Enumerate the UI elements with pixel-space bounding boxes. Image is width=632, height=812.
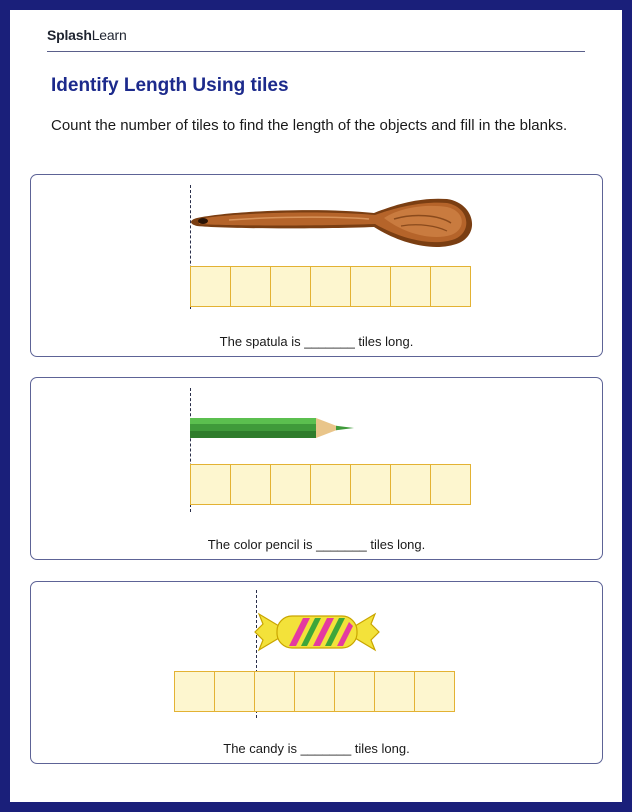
worksheet-title: Identify Length Using tiles [51, 75, 289, 96]
tile [414, 671, 455, 712]
brand-learn: Learn [91, 27, 127, 43]
wooden-spoon-icon [189, 193, 479, 253]
tile [230, 464, 271, 505]
tile [390, 266, 431, 307]
tile [294, 671, 335, 712]
tile [310, 464, 351, 505]
header-divider [47, 51, 585, 52]
tile [350, 464, 391, 505]
tile [254, 671, 295, 712]
tile [390, 464, 431, 505]
tile-row [190, 464, 470, 505]
problem-card-candy [30, 581, 603, 764]
tile [270, 464, 311, 505]
tile-row [174, 671, 454, 712]
wrapped-candy-icon [255, 610, 379, 654]
worksheet-page [10, 10, 622, 802]
problem-caption: The color pencil is _______ tiles long. [207, 537, 426, 552]
tile [230, 266, 271, 307]
tile [374, 671, 415, 712]
tile [174, 671, 215, 712]
tile [350, 266, 391, 307]
tile-row [190, 266, 470, 307]
tile [270, 266, 311, 307]
tile [430, 464, 471, 505]
brand-splash: Splash [47, 27, 92, 43]
brand-logo [47, 27, 127, 43]
tile [190, 464, 231, 505]
tile [190, 266, 231, 307]
tile [430, 266, 471, 307]
tile [214, 671, 255, 712]
problem-card-pencil [30, 377, 603, 560]
tile [310, 266, 351, 307]
tile [334, 671, 375, 712]
green-pencil-icon [190, 416, 360, 440]
problem-card-spatula [30, 174, 603, 357]
problem-caption: The candy is _______ tiles long. [223, 741, 410, 756]
problem-caption: The spatula is _______ tiles long. [219, 334, 414, 349]
worksheet-instructions: Count the number of tiles to find the length of the objects and fill in the blanks. [51, 117, 568, 134]
